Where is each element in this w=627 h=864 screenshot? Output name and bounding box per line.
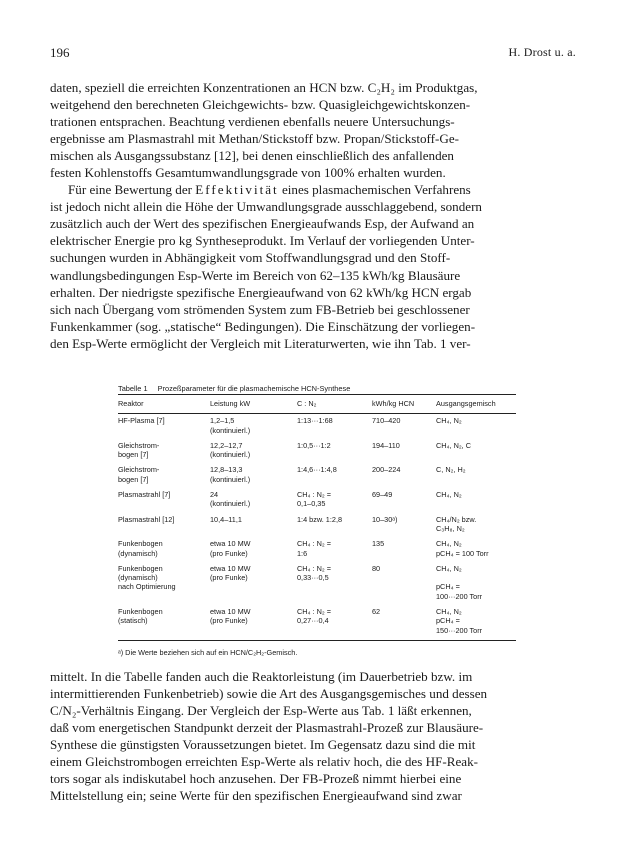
table-cell: CH₄, N₂ pCH₄ = 150···200 Torr [436,602,516,640]
text-line: erhalten. Der niedrigste spezifische Energieaufwand von 62 kWh/kg HCN ergab [50,284,472,300]
table-row [118,602,516,640]
text-line: elektrischer Energie pro kg Syntheseprodukt. Im Verlauf der vorliegenden Unter- [50,233,475,249]
text-line: Für eine Bewertung der Effektivität eines plasmachemischen Verfahrens [68,182,471,198]
table-cell: CH₄, N₂, C [436,440,471,450]
table-row [118,534,516,559]
table-caption [118,384,350,393]
table-cell: 1:4 bzw. 1:2,8 [297,514,343,524]
text-line: tors sogar als indiskutabel hoch anzusehen. Der FB-Prozeß nimmt hierbei eine [50,771,462,787]
table-cell: 80 [372,563,381,573]
table-cell: 1:4,6···1:4,8 [297,465,337,475]
table-cell: etwa 10 MW (pro Funke) [210,563,251,583]
table-cell: 1,2–1,5 (kontinuierl.) [210,416,251,435]
table-cell: 12,2–12,7 (kontinuierl.) [210,440,251,460]
table-cell: etwa 10 MW (pro Funke) [210,539,251,558]
table-header-row [118,395,516,414]
table-number: Tabelle 1 [118,384,148,393]
text-line: C/N₂-Verhältnis Eingang. Der Vergleich der Esp-Werte aus Tab. 1 läßt erkennen, [50,703,472,719]
text-line: suchungen wurden in Abhängigkeit vom Stoffwandlungsgrad und den Stoff- [50,250,451,266]
running-head-authors: H. Drost u. a. [508,45,576,59]
column-header: Leistung kW [210,395,297,414]
paragraph-3 [50,668,577,804]
text-line: den Esp-Werte ermöglicht der Vergleich mit Literaturwerten, wie ihn Tab. 1 ver- [50,335,471,351]
column-header: Ausgangsgemisch [436,395,516,414]
table-cell: 12,8–13,3 (kontinuierl.) [210,465,251,484]
table-cell: C, N₂, H₂ [436,465,466,475]
table-cell: 69–49 [372,490,393,500]
table-cell: Gleichstrom- bogen [7] [118,465,160,484]
text-line: mittelt. In die Tabelle fanden auch die Reaktorleistung (im Dauerbetrieb bzw. im [50,669,473,684]
table-cell: 194–110 [372,440,400,450]
process-parameter-table [118,394,516,641]
table-cell: 10–30ᵃ) [372,514,398,524]
table-cell: CH₄ : N₂ = 1:6 [297,539,331,558]
table-cell: 62 [372,602,436,640]
text-line: mischen als Ausgangssubstanz [12], bei denen einschließlich des anfallenden [50,148,454,164]
text-line: festen Kohlenstoffs Gesamtumwandlungsgrade von 100% erhalten wurden. [50,165,446,181]
table-cell: CH₄/N₂ bzw. C₃H₈, N₂ [436,514,477,533]
table-cell: Plasmastrahl [12] [118,514,175,524]
page-number: 196 [50,45,70,60]
table-row [118,460,516,485]
table-cell: Gleichstrom- bogen [7] [118,440,160,460]
table-body [118,414,516,641]
table-cell: 200–224 [372,465,401,475]
emphasis-spaced: Effektivität [195,182,279,198]
table-cell: etwa 10 MW (pro Funke) [210,602,297,640]
table-cell: 10,4–11,1 [210,514,242,524]
text-line: Mittelstellung ein; seine Werte für den spezifischen Energieaufwand sind zwar [50,788,462,804]
table-row [118,510,516,535]
table-cell: Plasmastrahl [7] [118,490,171,500]
table-cell: CH₄, N₂ pCH₄ = 100···200 Torr [436,563,483,601]
table-cell: 1:0,5···1:2 [297,440,331,450]
text-line: daß vom energetischen Standpunkt derzeit der Plasmastrahl-Prozeß zur Blausäure- [50,720,484,736]
paragraph-1 [50,79,577,352]
text-line: einem Gleichstrombogen erreichten Esp-Werte als relativ hoch, die des HF-Reak- [50,754,478,770]
text-line: wandlungsbedingungen Esp-Werte im Bereich von 62–135 kWh/kg Blausäure [50,267,461,283]
table-row [118,436,516,461]
table-row [118,485,516,510]
text-line: sich nach Übergang vom strömenden System zum FB-Betrieb bei geschlossener [50,301,470,317]
table-cell: Funkenbogen (dynamisch) [118,539,163,558]
text-line: weitgehend den berechneten Gleichgewichts- bzw. Quasigleichgewichtskonzen- [50,97,471,113]
table-cell: Funkenbogen (statisch) [118,602,210,640]
table-cell: CH₄ : N₂ = 0,33···0,5 [297,563,331,583]
table-cell: 24 (kontinuierl.) [210,490,251,509]
table-cell: CH₄, N₂ pCH₄ = 100 Torr [436,539,489,558]
table-cell: CH₄, N₂ [436,416,462,426]
text-line: ist jedoch nicht allein die Höhe der Umwandlungsgrade ausschlaggebend, sondern [50,199,482,215]
table-cell: 135 [372,539,385,549]
text-line: daten, speziell die erreichten Konzentrationen an HCN bzw. C₂H₂ im Produktgas, [50,80,478,95]
column-header: kWh/kg HCN [372,395,436,414]
text-line: intermittierenden Funkenbetrieb) sowie die Art des Ausgangsgemisches und dessen [50,686,488,702]
table-cell: 710–420 [372,416,401,426]
table-cell: 1:13···1:68 [297,416,333,426]
table-cell: Funkenbogen (dynamisch) nach Optimierung [118,563,176,592]
column-header: C : N₂ [297,395,372,414]
table-title: Prozeßparameter für die plasmachemische HCN-Synthese [157,384,351,393]
table-cell: CH₄, N₂ [436,490,462,500]
text-line: Synthese die günstigsten Voraussetzungen bietet. Im Gegensatz dazu sind die mit [50,737,476,753]
table-cell: HF-Plasma [7] [118,416,165,426]
text-line: Funkenkammer (sog. „statische“ Bedingungen). Die Einschätzung der vorliegen- [50,318,476,334]
table-row [118,559,516,602]
text-line: zusätzlich auch der Wert des spezifischen Energieaufwands Esp, der Aufwand an [50,216,475,232]
column-header: Reaktor [118,395,210,414]
table-cell: CH₄ : N₂ = 0,1–0,35 [297,490,331,509]
text-line: ergebnisse am Plasmastrahl mit Methan/Stickstoff bzw. Propan/Stickstoff-Ge- [50,131,459,147]
table-footnote: ᵃ) Die Werte beziehen sich auf ein HCN/C₂H₂-Gemisch. [118,648,298,657]
table-cell: CH₄ : N₂ = 0,27···0,4 [297,602,372,640]
table-row [118,414,516,436]
text-line: trationen entsprachen. Beachtung verdienen ebenfalls neuere Untersuchungs- [50,114,455,130]
